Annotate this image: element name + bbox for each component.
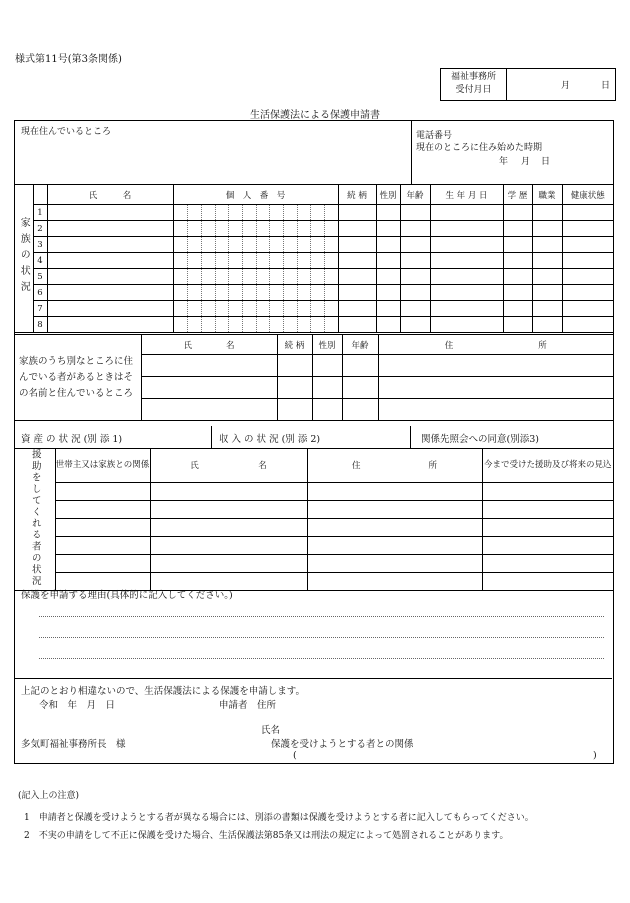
notes-section [18,785,534,847]
digit-divider [187,301,188,316]
digit-divider [242,237,243,252]
digit-divider [310,237,311,252]
digit-divider [228,237,229,252]
digit-divider [187,317,188,332]
digit-divider [310,205,311,220]
digit-divider [256,317,257,332]
digit-divider [187,205,188,220]
digit-divider [297,269,298,284]
consent-label: 関係先照会への同意(別添3) [421,434,539,445]
digit-divider [228,221,229,236]
separate-label: 家族のうち別なところに住んでいる者があるときはその名前と住んでいるところ [15,335,141,421]
digit-divider [297,285,298,300]
digit-divider [187,285,188,300]
digit-divider [201,221,202,236]
digit-divider [283,221,284,236]
digit-divider [215,269,216,284]
digit-divider [324,317,325,332]
digit-divider [269,301,270,316]
digit-divider [242,221,243,236]
family-side-label: 家族の状況 [15,185,33,333]
digit-divider [228,253,229,268]
digit-divider [215,317,216,332]
digit-divider [256,269,257,284]
digit-divider [324,285,325,300]
digit-divider [201,301,202,316]
support-section: 援助をしてくれる者の状況 世帯主又は家族との関係 氏 名 住 所 今まで受けた援助及び将来の見込 [15,448,612,591]
digit-divider [283,205,284,220]
digit-divider [242,269,243,284]
digit-divider [297,253,298,268]
notes-heading: (記入上の注意) [18,791,80,801]
address-section: 現在住んでいるところ 電話番号 現在のところに住み始めた時期 年 月 日 [15,121,612,185]
table-row: 6 [15,285,613,301]
digit-divider [283,269,284,284]
reason-section[interactable] [15,580,612,679]
digit-divider [201,237,202,252]
digit-divider [242,317,243,332]
digit-divider [215,301,216,316]
page-title: 生活保護法による保護申請書 [250,110,380,121]
declaration-text: 上記のとおり相違ないので、生活保護法による保護を申請します。 [21,686,306,697]
digit-divider [269,237,270,252]
digit-divider [201,317,202,332]
assets-label: 資 産 の 状 況 (別 添 1) [21,434,123,445]
digit-divider [269,221,270,236]
digit-divider [283,301,284,316]
reason-label: 保護を申請する理由(具体的に記入してください。) [21,590,233,601]
digit-divider [310,317,311,332]
table-row: 7 [15,301,613,317]
digit-divider [324,237,325,252]
digit-divider [310,269,311,284]
digit-divider [187,237,188,252]
digit-divider [242,285,243,300]
digit-divider [228,205,229,220]
support-side-label: 援助をしてくれる者の状況 [15,449,55,591]
separate-residence-section: 家族のうち別なところに住んでいる者があるときはその名前と住んでいるところ 氏 名 続 柄 性別 年齢 住 所 [15,334,612,421]
digit-divider [215,253,216,268]
digit-divider [256,237,257,252]
digit-divider [310,253,311,268]
digit-divider [269,205,270,220]
digit-divider [187,221,188,236]
digit-divider [269,285,270,300]
digit-divider [324,301,325,316]
digit-divider [187,253,188,268]
digit-divider [297,317,298,332]
digit-divider [215,205,216,220]
digit-divider [242,253,243,268]
digit-divider [228,269,229,284]
family-section [15,184,612,333]
digit-divider [256,221,257,236]
digit-divider [215,285,216,300]
table-row: 5 [15,269,613,285]
digit-divider [283,253,284,268]
digit-divider [256,301,257,316]
digit-divider [297,205,298,220]
digit-divider [297,237,298,252]
table-row: 3 [15,237,613,253]
table-row: 2 [15,221,613,237]
digit-divider [242,205,243,220]
current-address-label: 現在住んでいるところ [21,127,112,137]
digit-divider [283,317,284,332]
digit-divider [324,221,325,236]
digit-divider [297,301,298,316]
phone-label: 電話番号 [416,131,453,141]
reception-month[interactable]: 月 [561,81,571,91]
status-bar [15,426,612,449]
note-item: 1 申請者と保護を受けようとする者が異なる場合には、別添の書類は保護を受けようとする者に記入してもらってください。 [24,813,534,823]
digit-divider [310,221,311,236]
digit-divider [256,285,257,300]
digit-divider [228,317,229,332]
digit-divider [201,269,202,284]
relation-label: 保護を受けようとする者との関係 [271,739,414,750]
digit-divider [201,253,202,268]
reception-label: 福祉事務所 受付月日 [441,69,507,100]
digit-divider [283,285,284,300]
table-row: 8 [15,317,613,333]
digit-divider [256,205,257,220]
digit-divider [269,317,270,332]
digit-divider [201,205,202,220]
digit-divider [187,269,188,284]
digit-divider [256,253,257,268]
digit-divider [297,221,298,236]
digit-divider [201,285,202,300]
digit-divider [242,301,243,316]
table-row: 1 [15,205,613,221]
digit-divider [269,253,270,268]
table-row: 4 [15,253,613,269]
digit-divider [269,269,270,284]
form-number: 様式第11号(第3条関係) [15,54,122,65]
digit-divider [324,269,325,284]
application-form [14,120,614,764]
declaration-section: 上記のとおり相違ないので、生活保護法による保護を申請します。 令和 年 月 日 申請者 住所 氏名 多気町福祉事務所長 様 保護を受けようとする者との関係 ( ) [15,678,612,764]
reception-day[interactable]: 日 [601,81,611,91]
family-table: 家族の状況 氏 名 個 人 番 号 続 柄 性別 年齢 生 年 月 日 学 歴 職業 健康状態 1 2 3 4 5 6 7 8 [15,184,613,333]
digit-divider [228,301,229,316]
digit-divider [215,221,216,236]
reception-date-box [440,68,616,101]
digit-divider [283,237,284,252]
application-date[interactable]: 令和 年 月 日 [39,700,116,711]
residence-since-label: 現在のところに住み始めた時期 [416,143,543,153]
digit-divider [310,285,311,300]
digit-divider [324,205,325,220]
note-item: 2 不実の申請をして不正に保護を受けた場合、生活保護法第85条又は刑法の規定によって処罰されることがあります。 [24,831,509,841]
digit-divider [215,237,216,252]
addressee: 多気町福祉事務所長 様 [21,739,126,750]
applicant-name-label: 氏名 [261,725,281,736]
income-label: 収 入 の 状 況 (別 添 2) [219,434,321,445]
digit-divider [228,285,229,300]
digit-divider [310,301,311,316]
applicant-address-label: 申請者 住所 [219,700,277,711]
digit-divider [324,253,325,268]
